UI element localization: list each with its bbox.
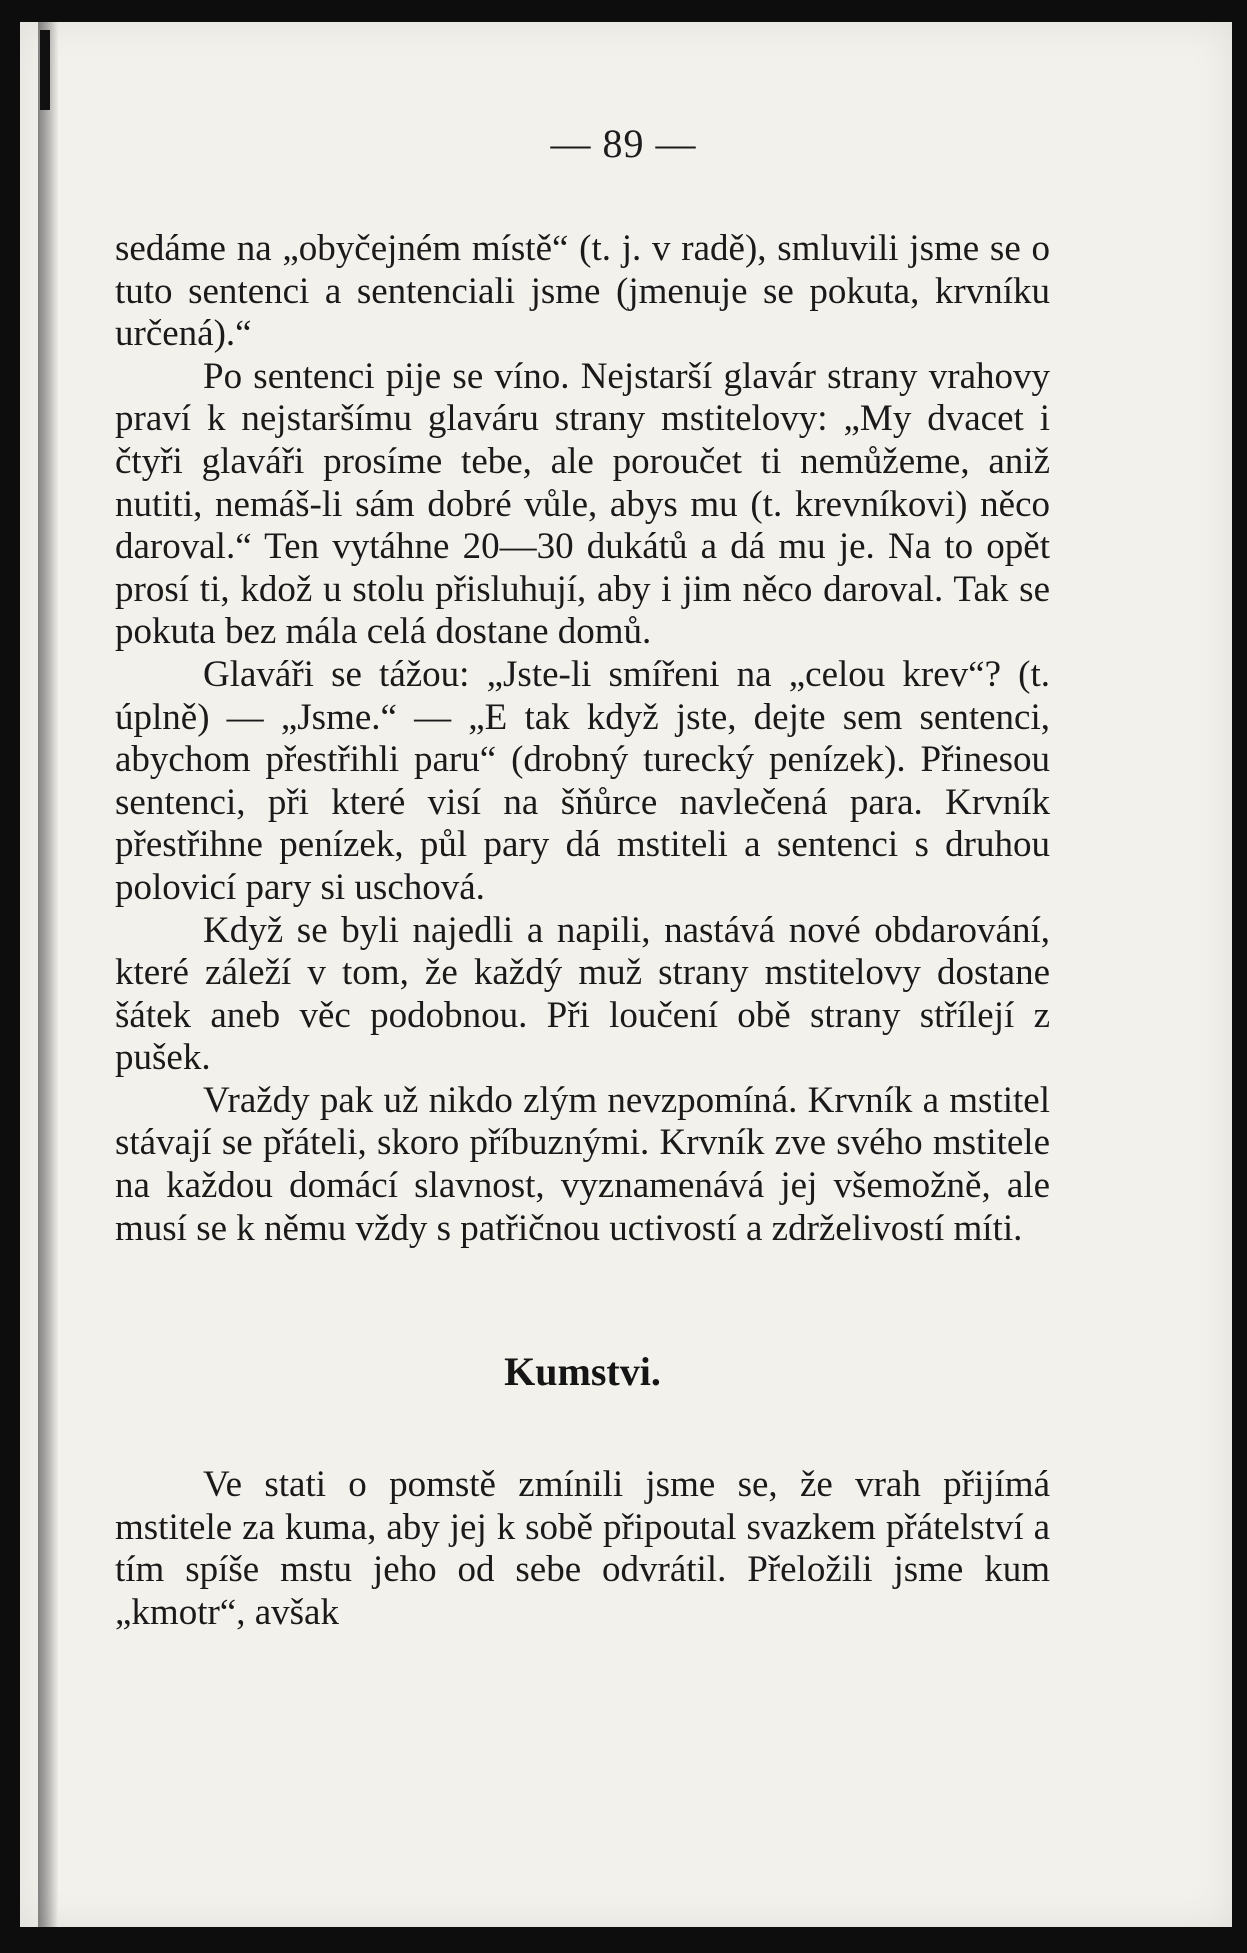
- page-number: — 89 —: [550, 121, 697, 166]
- section-heading-kumstvi: Kumstvi.: [504, 1349, 661, 1395]
- paragraph-sentence-wine: Po sentenci pije se víno. Nejstarší glavár strany vrahovy praví k nejstaršímu glaváru strany mstitelovy: „My dvacet i čtyři glaváři prosíme tebe, ale poroučet ti nemůžeme, aniž nutiti, nemáš-li sám dobré vůle, abys mu (t. krevníkovi) něco daroval.“ Ten vytáhne 20—30 dukátů a dá mu je. Na to opět prosí ti, kdož u stolu přisluhují, aby i jim něco daroval. Tak se pokuta bez mála celá dostane domů.: [115, 355, 1050, 653]
- paragraph-gifts: Když se byli najedli a napili, nastává nové obdarování, které záleží v tom, že každý muž strany mstitelovy dostane šátek aneb věc podobnou. Při loučení obě strany střílejí z pušek.: [115, 909, 1050, 1079]
- paragraph-reconciliation: Vraždy pak už nikdo zlým nevzpomíná. Krvník a mstitel stávají se přáteli, skoro příbuznými. Krvník zve svého mstitele na každou domácí slavnost, vyznamenává jej všemožně, ale musí se k němu vždy s patřičnou uctivostí a zdrželivostí míti.: [115, 1079, 1050, 1249]
- paragraph-kumstvi-intro: Ve stati o pomstě zmínili jsme se, že vrah přijímá mstitele za kuma, aby jej k sobě připoutal svazkem přátelství a tím spíše mstu jeho od sebe odvrátil. Přeložili jsme kum „kmotr“, avšak: [115, 1464, 1050, 1634]
- binding-notch: [40, 30, 50, 110]
- paragraph-continuation: sedáme na „obyčejném místě“ (t. j. v radě), smluvili jsme se o tuto sentenci a sentenciali jsme (jmenuje se pokuta, krvníku určená).“: [115, 228, 1050, 355]
- page-text-column: [115, 228, 1050, 1635]
- paragraph-glavari-ask: Glaváři se tážou: „Jste-li smířeni na „celou krev“? (t. úplně) — „Jsme.“ — „E tak když jste, dejte sem sentenci, abychom přestřihli paru“ (drobný turecký penízek). Přinesou sentenci, při které visí na šňůrce navlečená para. Krvník přestřihne penízek, půl pary dá mstiteli a sentenci s druhou polovicí pary si uschová.: [115, 653, 1050, 908]
- book-binding-shadow: [38, 22, 58, 1927]
